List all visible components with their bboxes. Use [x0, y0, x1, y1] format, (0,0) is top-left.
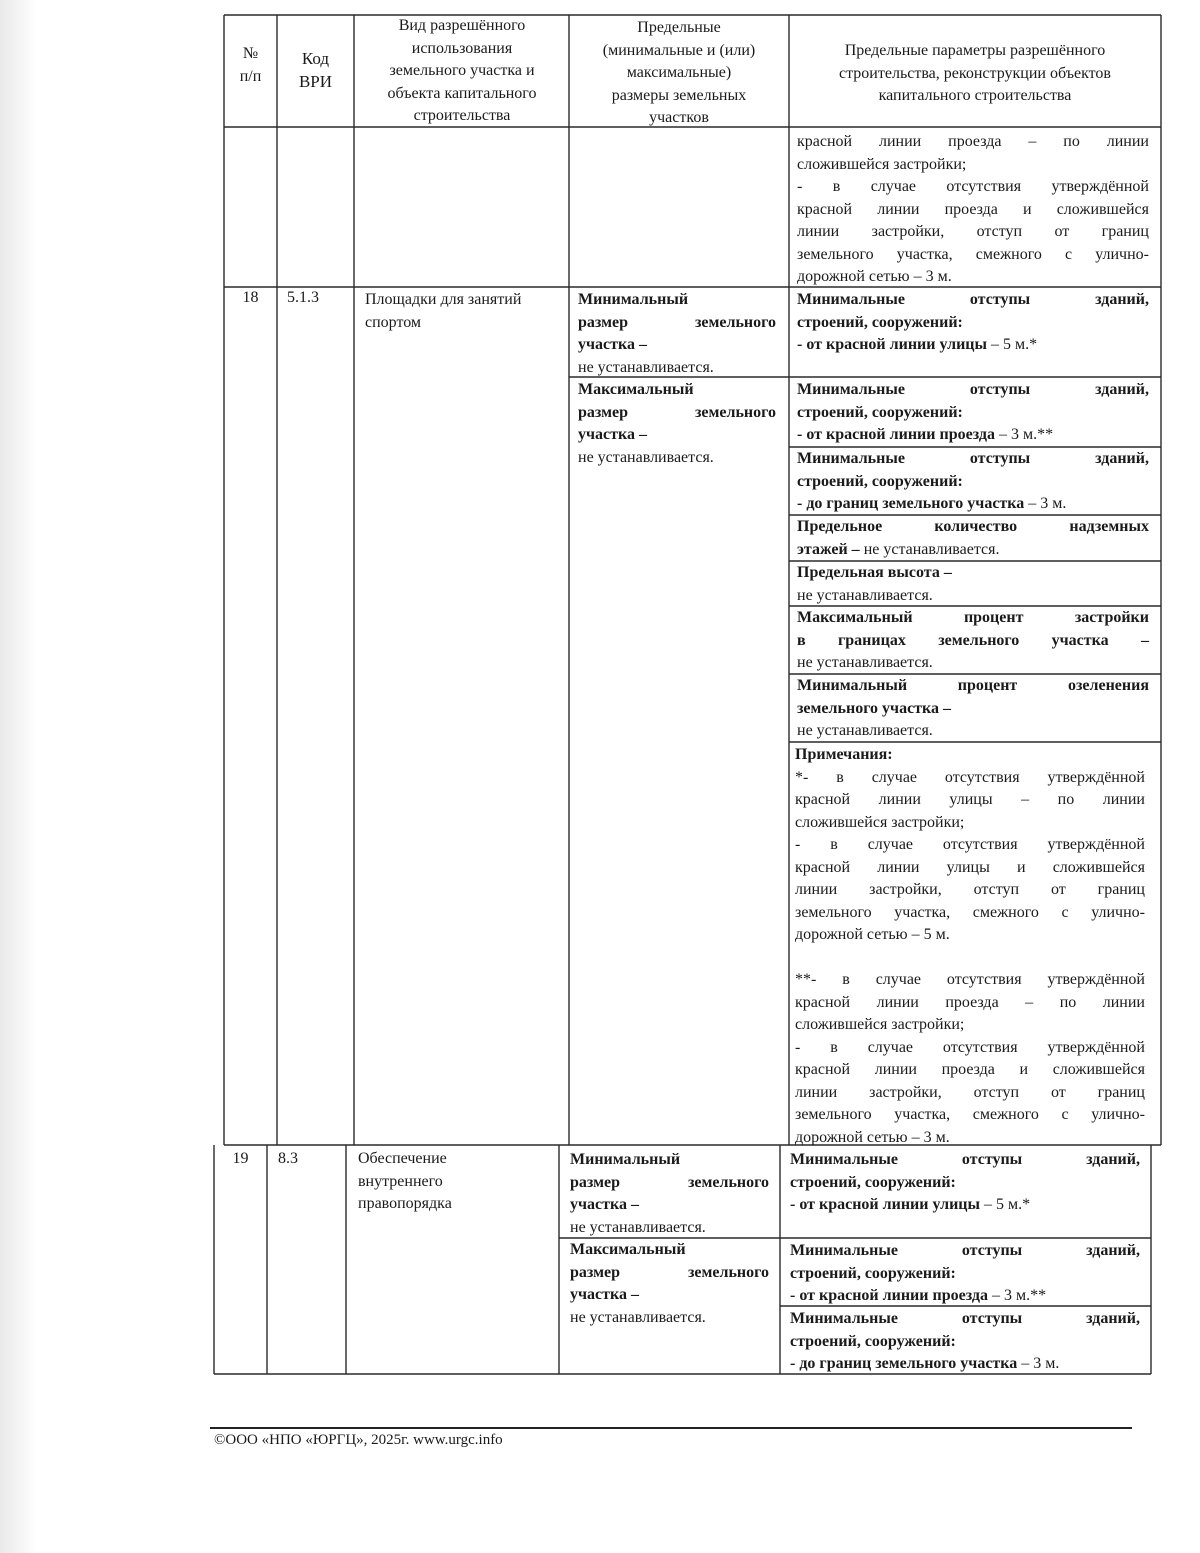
row-19-number: 19: [232, 1150, 249, 1167]
row-18-code: 5.1.3: [287, 289, 319, 306]
row-19-setback-passage: Минимальные отступы зданий, строений, сооружений: - от красной линии проезда – 3 м.**: [790, 1242, 1140, 1304]
row-19-use-name: Обеспечение внутреннего правопорядка: [358, 1150, 452, 1212]
header-use-type: Вид разрешённого использования земельного участка и объекта капитального строительства: [387, 17, 537, 124]
row-18-green-percent: Минимальный процент озеленения земельного участка – не устанавливается.: [797, 677, 1149, 739]
row-18-setback-boundary: Минимальные отступы зданий, строений, сооружений: - до границ земельного участка – 3 м.: [797, 450, 1149, 512]
row-18-min-size: Минимальный размер земельного участка – не устанавливается.: [578, 291, 776, 376]
row-18-floors: Предельное количество надземных этажей – не устанавливается.: [797, 518, 1149, 558]
row-18-build-percent: Максимальный процент застройки в границах земельного участка – не устанавливается.: [797, 609, 1149, 671]
header-plot-sizes: Предельные (минимальные и (или) максимальные) размеры земельных участков: [602, 19, 756, 126]
row-19-setback-street: Минимальные отступы зданий, строений, сооружений: - от красной линии улицы – 5 м.*: [790, 1151, 1140, 1213]
row-19-setback-boundary: Минимальные отступы зданий, строений, сооружений: - до границ земельного участка – 3 м.: [790, 1310, 1140, 1372]
footer-copyright: ©ООО «НПО «ЮРГЦ», 2025г. www.urgc.info: [214, 1432, 503, 1448]
row-18-notes: Примечания: *- в случае отсутствия утверждённой красной линии улицы – по линии сложившейся застройки; - в случае отсутствия утверждённой красной линии улицы и сложившейся линии застройки, отступ от границ земельного участка, смежного с улично- дорожной сетью – 5 м. **- в случае отсутствия утверждённой красной линии проезда – по линии сложившейся застройки; - в случае отсутствия утверждённой красной линии проезда и сложившейся линии застройки, отступ от границ земельного участка, смежного с улично- дорожной сетью – 3 м.: [795, 746, 1145, 1146]
row-18-setback-passage: Минимальные отступы зданий, строений, сооружений: - от красной линии проезда – 3 м.**: [797, 381, 1149, 443]
row-18-setback-street: Минимальные отступы зданий, строений, сооружений: - от красной линии улицы – 5 м.*: [797, 291, 1149, 353]
row-18-number: 18: [242, 289, 259, 306]
row-18-use-name: Площадки для занятий спортом: [365, 291, 522, 331]
row-18-height: Предельная высота – не устанавливается.: [797, 564, 952, 604]
header-code: Код ВРИ: [298, 49, 333, 91]
header-number: № п/п: [239, 45, 262, 85]
row-19-max-size: Максимальный размер земельного участка – не устанавливается.: [570, 1241, 769, 1326]
footer-rule: [210, 1427, 1132, 1429]
header-parameters: Предельные параметры разрешённого строительства, реконструкции объектов капитального строительства: [839, 42, 1111, 104]
row-19-code: 8.3: [278, 1150, 298, 1167]
row-18-max-size: Максимальный размер земельного участка – не устанавливается.: [578, 381, 776, 466]
row-19-min-size: Минимальный размер земельного участка – не устанавливается.: [570, 1151, 769, 1236]
continued-notes: красной линии проезда – по линии сложившейся застройки; - в случае отсутствия утверждённой красной линии проезда и сложившейся линии застройки, отступ от границ земельного участка, смежного с улично- дорожной сетью – 3 м.: [797, 133, 1149, 285]
